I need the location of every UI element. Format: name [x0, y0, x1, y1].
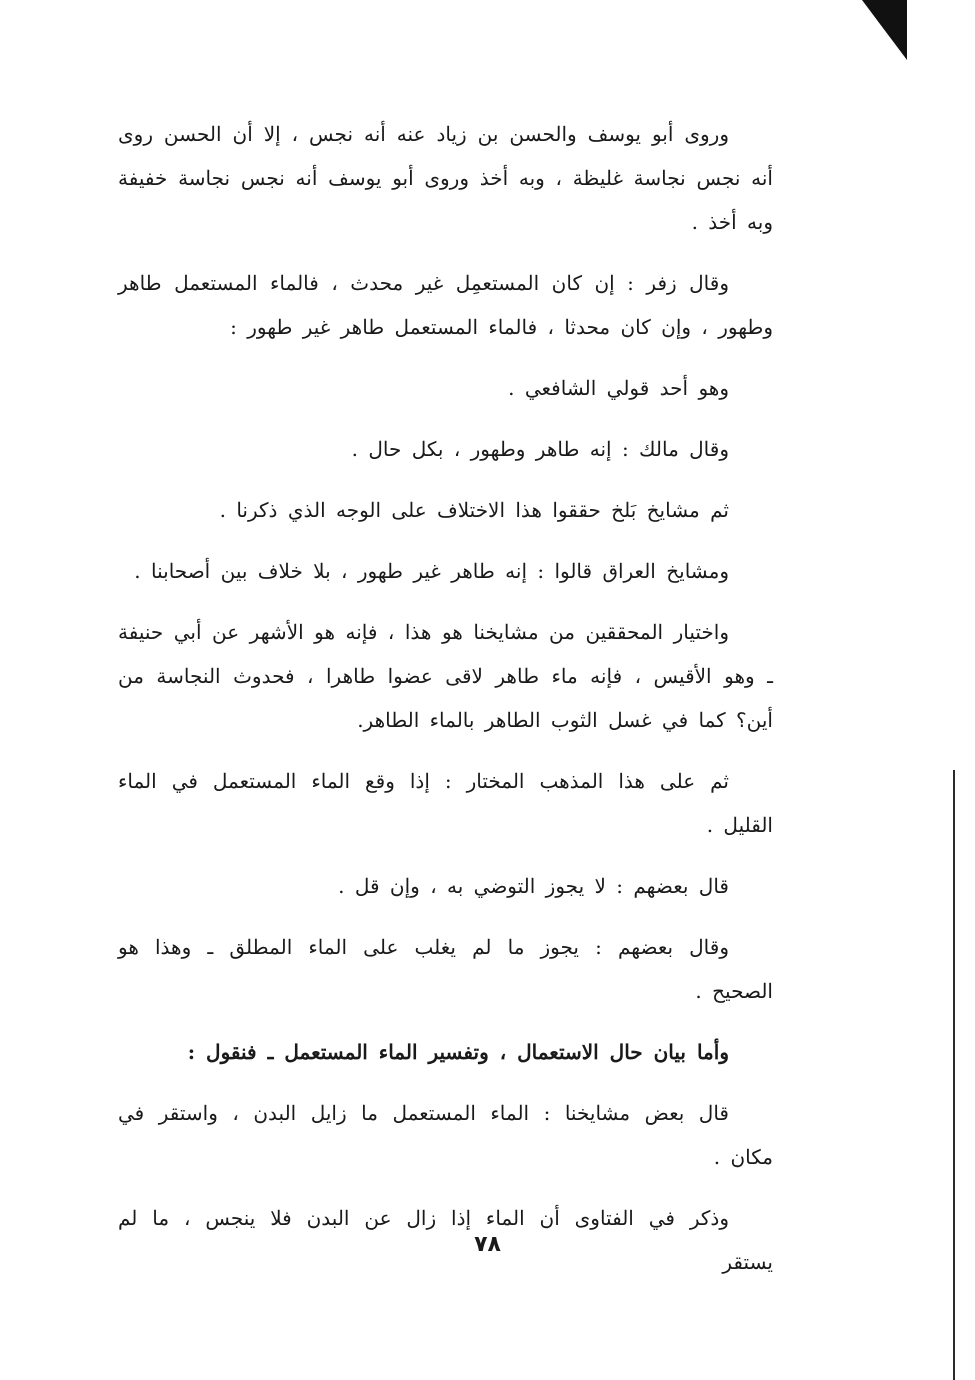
- paragraph: ثم على هذا المذهب المختار : إذا وقع الماء المستعمل في الماء القليل .: [118, 769, 773, 837]
- paragraph: ومشايخ العراق قالوا : إنه طاهر غير طهور ، بلا خلاف بين أصحابنا .: [134, 559, 729, 583]
- paragraph: وقال بعضهم : يجوز ما لم يغلب على الماء المطلق ـ وهذا هو الصحيح .: [118, 935, 773, 1003]
- corner-triangle-mark: [862, 0, 907, 60]
- paragraph: وقال مالك : إنه طاهر وطهور ، بكل حال .: [351, 437, 729, 461]
- paragraph: واختيار المحققين من مشايخنا هو هذا ، فإنه هو الأشهر عن أبي حنيفة ـ وهو الأقيس ، فإنه ماء طاهر لاقى عضوا طاهرا ، فحدوث النجاسة من أين؟ كما في غسل الثوب الطاهر بالماء الطاهر.: [118, 620, 773, 732]
- scan-edge-line: [953, 770, 955, 1380]
- paragraph: قال بعضهم : لا يجوز التوضي به ، وإن قل .: [338, 874, 729, 898]
- paragraph: ثم مشايخ بَلخ حققوا هذا الاختلاف على الوجه الذي ذكرنا .: [219, 498, 729, 522]
- paragraph: وقال زفر : إن كان المستعمِل غير محدث ، فالماء المستعمل طاهر وطهور ، وإن كان محدثا ، فالماء المستعمل طاهر غير طهور :: [118, 271, 773, 339]
- paragraph: وذكر في الفتاوى أن الماء إذا زال عن البدن فلا ينجس ، ما لم يستقر: [118, 1206, 773, 1274]
- paragraph: وروى أبو يوسف والحسن بن زياد عنه أنه نجس ، إلا أن الحسن روى أنه نجس نجاسة غليظة ، وبه أخذ وروى أبو يوسف أنه نجس نجاسة خفيفة وبه أخذ .: [118, 122, 773, 234]
- page-body: [118, 112, 773, 1301]
- section-heading: وأما بيان حال الاستعمال ، وتفسير الماء المستعمل ـ فنقول :: [187, 1040, 729, 1064]
- paragraph: وهو أحد قولي الشافعي .: [508, 376, 729, 400]
- paragraph: قال بعض مشايخنا : الماء المستعمل ما زايل البدن ، واستقر في مكان .: [118, 1101, 773, 1169]
- page-number: ٧٨: [474, 1232, 501, 1257]
